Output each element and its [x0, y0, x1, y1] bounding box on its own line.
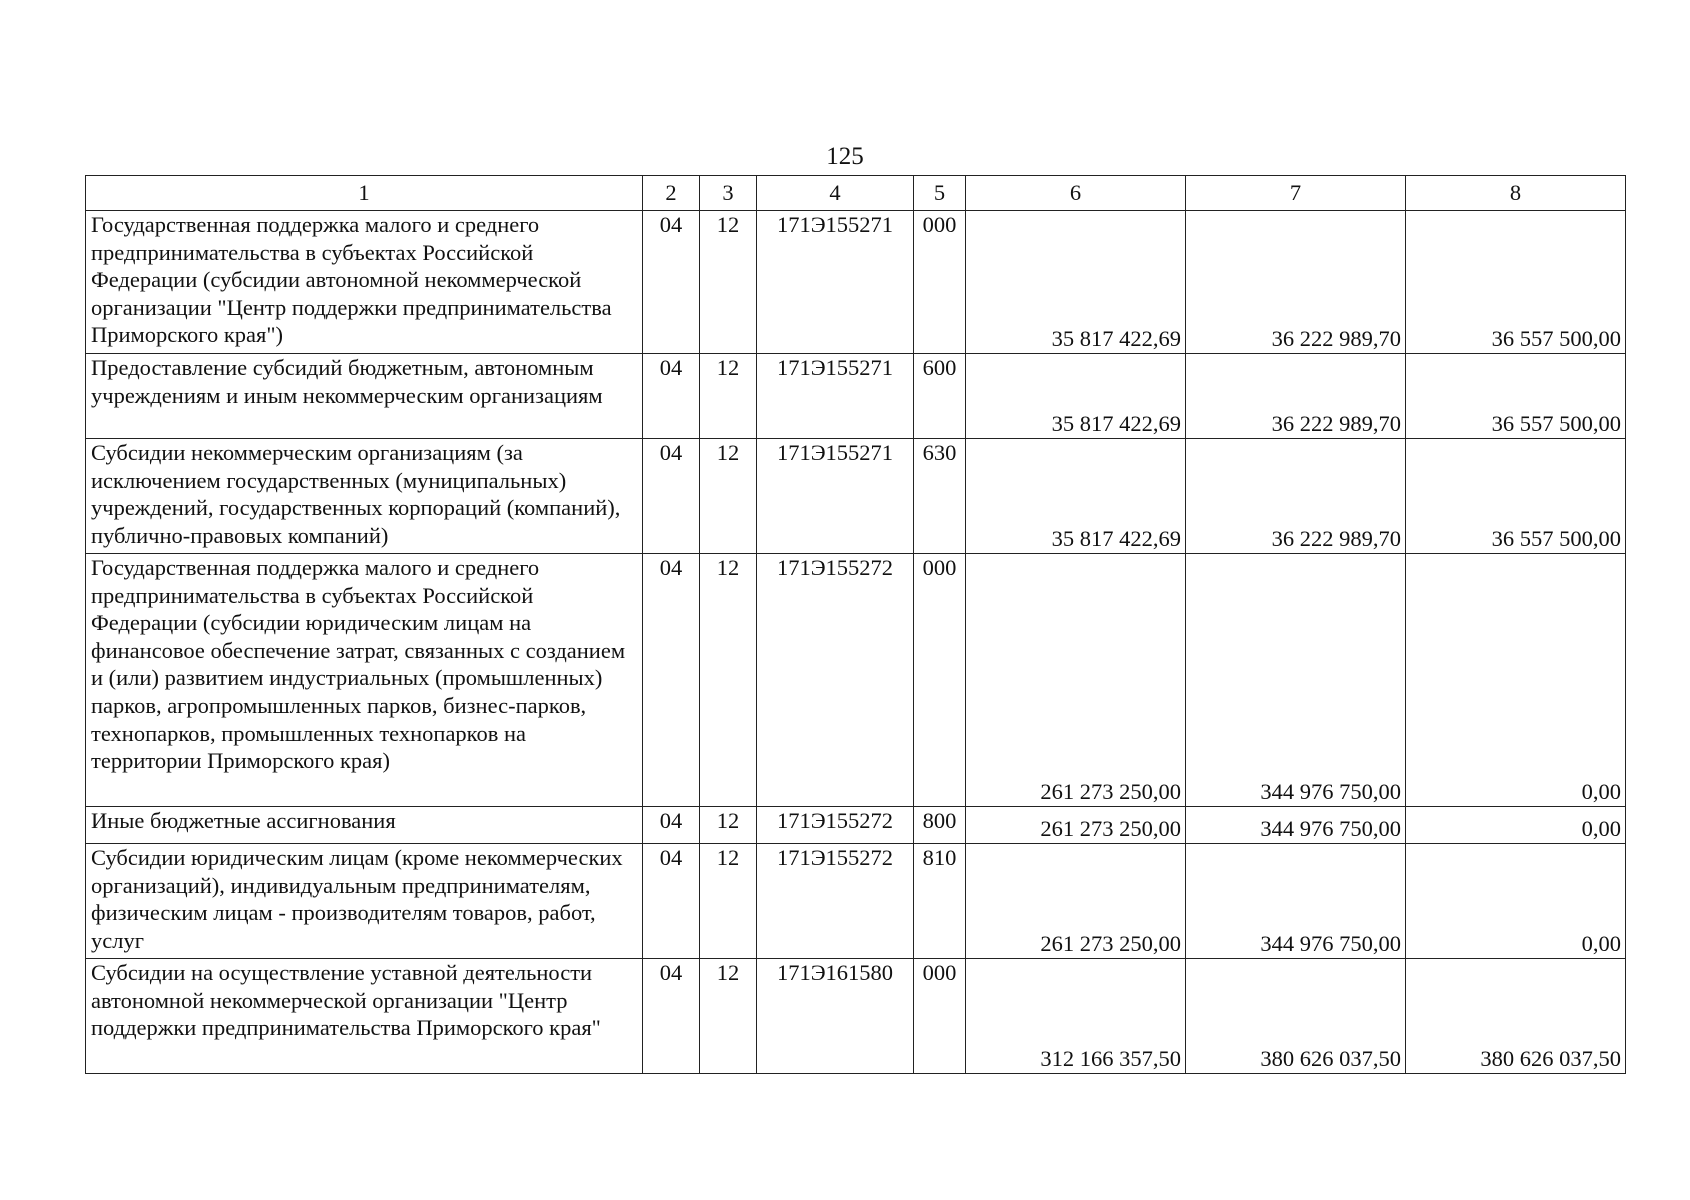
column-header: 5 [914, 176, 966, 211]
target-article-code: 171Э155271 [757, 211, 914, 354]
target-article-code: 171Э155271 [757, 439, 914, 554]
section-code: 04 [643, 959, 700, 1074]
amount-col-8: 0,00 [1406, 554, 1626, 807]
target-article-code: 171Э155271 [757, 354, 914, 439]
subsection-code: 12 [700, 554, 757, 807]
expense-type-code: 600 [914, 354, 966, 439]
target-article-code: 171Э155272 [757, 554, 914, 807]
amount-col-8: 36 557 500,00 [1406, 439, 1626, 554]
amount-col-7: 36 222 989,70 [1186, 439, 1406, 554]
amount-col-6: 261 273 250,00 [966, 554, 1186, 807]
table-row [86, 959, 1626, 1074]
amount-col-6: 35 817 422,69 [966, 211, 1186, 354]
amount-col-8: 380 626 037,50 [1406, 959, 1626, 1074]
row-name: Предоставление субсидий бюджетным, автономным учреждениям и иным некоммерческим организациям [86, 354, 643, 439]
page-number: 125 [826, 143, 864, 170]
column-header: 8 [1406, 176, 1626, 211]
section-code: 04 [643, 844, 700, 959]
table-row [86, 554, 1626, 807]
row-name: Иные бюджетные ассигнования [86, 807, 643, 844]
table-header-row [86, 176, 1626, 211]
expense-type-code: 810 [914, 844, 966, 959]
expense-type-code: 000 [914, 959, 966, 1074]
section-code: 04 [643, 211, 700, 354]
target-article-code: 171Э155272 [757, 844, 914, 959]
table-row [86, 439, 1626, 554]
budget-table [85, 175, 1626, 1074]
amount-col-7: 36 222 989,70 [1186, 211, 1406, 354]
amount-col-6: 261 273 250,00 [966, 807, 1186, 844]
subsection-code: 12 [700, 807, 757, 844]
expense-type-code: 000 [914, 211, 966, 354]
subsection-code: 12 [700, 959, 757, 1074]
amount-col-6: 312 166 357,50 [966, 959, 1186, 1074]
target-article-code: 171Э155272 [757, 807, 914, 844]
row-name: Субсидии на осуществление уставной деятельности автономной некоммерческой организации "Центр поддержки предпринимательства Приморского края" [86, 959, 643, 1074]
subsection-code: 12 [700, 211, 757, 354]
expense-type-code: 630 [914, 439, 966, 554]
subsection-code: 12 [700, 844, 757, 959]
column-header: 3 [700, 176, 757, 211]
table-row [86, 211, 1626, 354]
section-code: 04 [643, 354, 700, 439]
amount-col-7: 344 976 750,00 [1186, 807, 1406, 844]
amount-col-8: 36 557 500,00 [1406, 354, 1626, 439]
amount-col-8: 0,00 [1406, 844, 1626, 959]
expense-type-code: 000 [914, 554, 966, 807]
row-name: Субсидии юридическим лицам (кроме некоммерческих организаций), индивидуальным предпринимателям, физическим лицам - производителям товаров, работ, услуг [86, 844, 643, 959]
column-header: 7 [1186, 176, 1406, 211]
amount-col-6: 35 817 422,69 [966, 439, 1186, 554]
row-name: Государственная поддержка малого и среднего предпринимательства в субъектах Российской Федерации (субсидии автономной некоммерческой организации "Центр поддержки предпринимательства Приморского края") [86, 211, 643, 354]
section-code: 04 [643, 439, 700, 554]
amount-col-7: 380 626 037,50 [1186, 959, 1406, 1074]
amount-col-6: 261 273 250,00 [966, 844, 1186, 959]
section-code: 04 [643, 807, 700, 844]
amount-col-6: 35 817 422,69 [966, 354, 1186, 439]
table-row [86, 354, 1626, 439]
row-name: Государственная поддержка малого и среднего предпринимательства в субъектах Российской Федерации (субсидии юридическим лицам на финансовое обеспечение затрат, связанных с созданием и (или) развитием индустриальных (промышленных) парков, агропромышленных парков, бизнес-парков, технопарков, промышленных технопарков на территории Приморского края) [86, 554, 643, 807]
target-article-code: 171Э161580 [757, 959, 914, 1074]
amount-col-7: 36 222 989,70 [1186, 354, 1406, 439]
column-header: 2 [643, 176, 700, 211]
table-row [86, 807, 1626, 844]
subsection-code: 12 [700, 439, 757, 554]
column-header: 4 [757, 176, 914, 211]
amount-col-8: 36 557 500,00 [1406, 211, 1626, 354]
column-header: 1 [86, 176, 643, 211]
expense-type-code: 800 [914, 807, 966, 844]
subsection-code: 12 [700, 354, 757, 439]
amount-col-8: 0,00 [1406, 807, 1626, 844]
section-code: 04 [643, 554, 700, 807]
table-row [86, 844, 1626, 959]
row-name: Субсидии некоммерческим организациям (за исключением государственных (муниципальных) учреждений, государственных корпораций (компаний), публично-правовых компаний) [86, 439, 643, 554]
amount-col-7: 344 976 750,00 [1186, 554, 1406, 807]
amount-col-7: 344 976 750,00 [1186, 844, 1406, 959]
column-header: 6 [966, 176, 1186, 211]
